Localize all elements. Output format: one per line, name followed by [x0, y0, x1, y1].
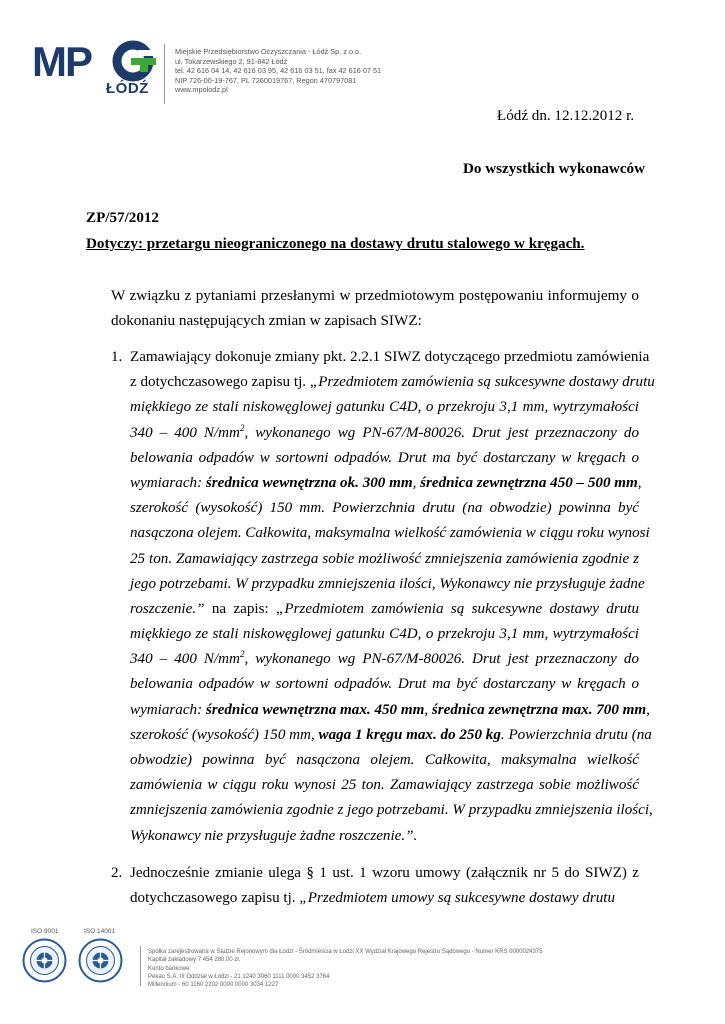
item-line: roszczenie.” na zapis: „Przedmiotem zamówienia są sukcesywne dostawy drutu [130, 600, 639, 617]
company-info [175, 47, 381, 95]
company-line: ul. Tokarzewskiego 2, 91-842 Łódź [175, 56, 288, 66]
item-line: dotychczasowego zapisu tj. „Przedmiotem umowy są sukcesywne dostawy drutu [130, 890, 616, 906]
intro-line: dokonaniu następujących zmian w zapisach SIWZ: [111, 312, 422, 329]
footer-line: Spółka zarejestrowana w Sądzie Rejonowym dla Łodzi - Śródmieścia w Łodzi XX Wydział Krajowego Rejestru Sądowego - Numer KRS 0000024375 [148, 949, 543, 955]
item-1-number: 1. [111, 349, 123, 365]
intro-line: W związku z pytaniami przesłanymi w przedmiotowym postępowaniu informujemy o [111, 287, 639, 304]
item-line: 25 ton. Zamawiający zastrzega sobie możliwość zmniejszenia zamówienia zgodnie z [130, 550, 639, 567]
company-line: NIP 726-00-19-767, PL 7260019767, Regon 470797081 [175, 75, 357, 85]
certification-seal-icon [78, 938, 123, 983]
footer-registration-info [148, 948, 542, 989]
item-line: obwodzie) powinna być nasączona olejem. Całkowita, maksymalna wielkość [130, 752, 639, 768]
logo-city-text: ŁÓDŹ [106, 80, 149, 97]
item-line: belowania odpadów w sortowni odpadów. Drut ma być dostarczany w kręgach o [130, 676, 639, 693]
iso-14001-label: ISO 14001 [84, 928, 116, 935]
company-line: Miejskie Przedsiębiorstwo Oczyszczania - Łódź Sp. z o.o. [175, 47, 362, 56]
item-line: Wykonawcy nie przysługuje żadne roszczenie.”. [130, 827, 418, 844]
item-line: zamówienia w ciągu roku wynosi 25 ton. Zamawiający zastrzega sobie możliwość [130, 777, 639, 794]
item-line: szerokość (wysokość) 150 mm. Powierzchnia drutu (na obwodzie) powinna być [130, 500, 639, 517]
item-2-number: 2. [111, 865, 123, 881]
item-line: wymiarach: średnica wewnętrzna max. 450 mm, średnica zewnętrzna max. 700 mm, [130, 701, 650, 718]
item-line: 340 – 400 $N/mm^2$, wykonanego wg PN-67/M-80026. Drut jest przeznaczony do [130, 422, 639, 441]
footer-line: Konto bankowe: [148, 965, 192, 972]
letter-date: Łódź dn. 12.12.2012 r. [497, 108, 635, 124]
certification-seal-icon [22, 938, 67, 983]
item-line: zmniejszenia zamówienia zgodnie z jego potrzebami. W przypadku zmniejszenia ilości, [130, 802, 653, 819]
iso-9001-label: ISO 9001 [31, 928, 59, 935]
item-line: miękkiego ze stali niskowęglowej gatunku C4D, o przekroju 3,1 mm, wytrzymałości [130, 626, 639, 643]
item-line: z dotychczasowego zapisu tj. „Przedmiotem zamówienia są sukcesywne dostawy drutu [130, 374, 655, 391]
header-divider [164, 44, 165, 104]
item-line: Jednocześnie zmianie ulega § 1 ust. 1 wzoru umowy (załącznik nr 5 do SIWZ) z [130, 865, 639, 881]
item-line: Zamawiający dokonuje zmiany pkt. 2.2.1 SIWZ dotyczącego przedmiotu zamówienia [130, 349, 650, 365]
reference-number: ZP/57/2012 [86, 210, 159, 226]
item-line: 340 – 400 $N/mm^2$, wykonanego wg PN-67/M-80026. Drut jest przeznaczony do [130, 649, 639, 668]
svg-text:MP: MP [32, 38, 91, 85]
subject-line: Dotyczy: przetargu nieograniczonego na dostawy drutu stalowego w kręgach. [86, 236, 585, 252]
footer-divider [140, 946, 141, 986]
item-line: nasączona olejem. Całkowita, maksymalna wielkość zamówienia w ciągu roku wynosi [130, 525, 650, 542]
item-line: jego potrzebami. W przypadku zmniejszenia ilości, Wykonawcy nie przysługuje żadne [130, 575, 645, 592]
item-line: belowania odpadów w sortowni odpadów. Drut ma być dostarczany w kręgach o [130, 449, 639, 466]
item-2-paragraph [130, 861, 639, 911]
item-line: wymiarach: średnica wewnętrzna ok. 300 mm, średnica zewnętrzna 450 – 500 mm, [130, 474, 642, 491]
item-line: miękkiego ze stali niskowęglowej gatunku C4D, o przekroju 3,1 mm, wytrzymałości [130, 399, 639, 416]
footer-line: Kapitał zakładowy 7 454 280,00 zł. [148, 957, 241, 964]
item-line: szerokość (wysokość) 150 mm, waga 1 kręgu max. do 250 kg. Powierzchnia drutu (na [130, 726, 652, 743]
footer-line: Millennium - 60 1160 2202 0000 0000 3034 1227 [148, 982, 279, 989]
intro-paragraph [111, 283, 639, 333]
company-line: tel. 42 616 04 14, 42 616 03 95, 42 616 03 51, fax 42 616 07 51 [175, 66, 382, 76]
item-1-paragraph [130, 345, 655, 849]
footer-line: Pekao S.A. III Oddział w Łodzi - 21 1240 3060 1111 0000 3452 3764 [148, 973, 330, 980]
recipient: Do wszystkich wykonawców [463, 161, 645, 177]
company-line: www.mpolodz.pl [175, 85, 228, 95]
